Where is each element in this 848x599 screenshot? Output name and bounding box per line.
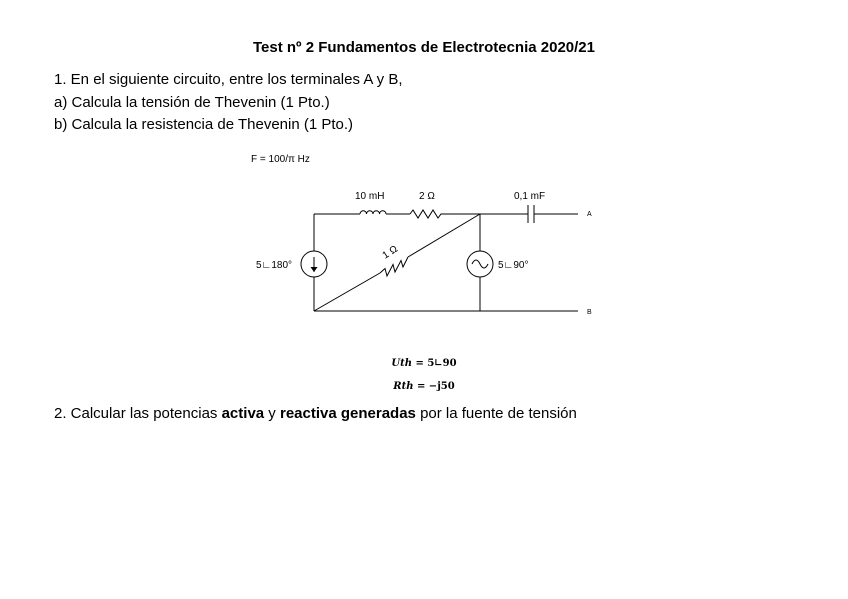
current-source-label: 5∟180°	[256, 260, 293, 271]
rth-value: = −j50	[413, 381, 455, 392]
q2-pre: 2. Calcular las potencias	[54, 405, 222, 422]
resistor-top-label: 2 Ω	[419, 191, 435, 202]
resistor-diag-label: 1 Ω	[380, 243, 400, 262]
wire-diag-lower	[314, 273, 380, 311]
uth-value: = 5∟90	[412, 358, 457, 369]
q2-reactiva: reactiva generadas	[279, 405, 416, 422]
frequency-label: F = 100/π Hz	[251, 154, 310, 165]
q2-activa: activa	[221, 405, 265, 422]
q2-post: por la fuente de tensión	[415, 405, 577, 422]
voltage-source-label: 5∟90°	[498, 260, 529, 271]
q2-mid: y	[264, 405, 280, 422]
answer-rth	[0, 381, 848, 392]
resistor-diag-symbol	[380, 257, 408, 276]
page-title: Test nº 2 Fundamentos de Electrotecnia 2020/21	[253, 39, 595, 56]
uth-variable: Uth	[391, 358, 412, 369]
wire-diag-upper	[408, 214, 480, 257]
terminal-a-label: A	[587, 211, 592, 218]
arrow-head	[311, 267, 318, 272]
inductor-symbol	[360, 211, 386, 214]
question-1: 1. En el siguiente circuito, entre los terminales A y B,	[54, 71, 403, 88]
answer-uth	[0, 358, 848, 369]
capacitor-label: 0,1 mF	[514, 191, 546, 202]
rth-variable: Rth	[393, 381, 414, 392]
question-1a: a) Calcula la tensión de Thevenin (1 Pto.)	[54, 94, 330, 111]
question-2	[54, 405, 577, 422]
inductor-label: 10 mH	[355, 191, 385, 202]
resistor-top-symbol	[410, 210, 444, 218]
sine-wave-icon	[472, 260, 488, 268]
question-1b: b) Calcula la resistencia de Thevenin (1 Pto.)	[54, 116, 354, 133]
terminal-b-label: B	[587, 309, 592, 316]
